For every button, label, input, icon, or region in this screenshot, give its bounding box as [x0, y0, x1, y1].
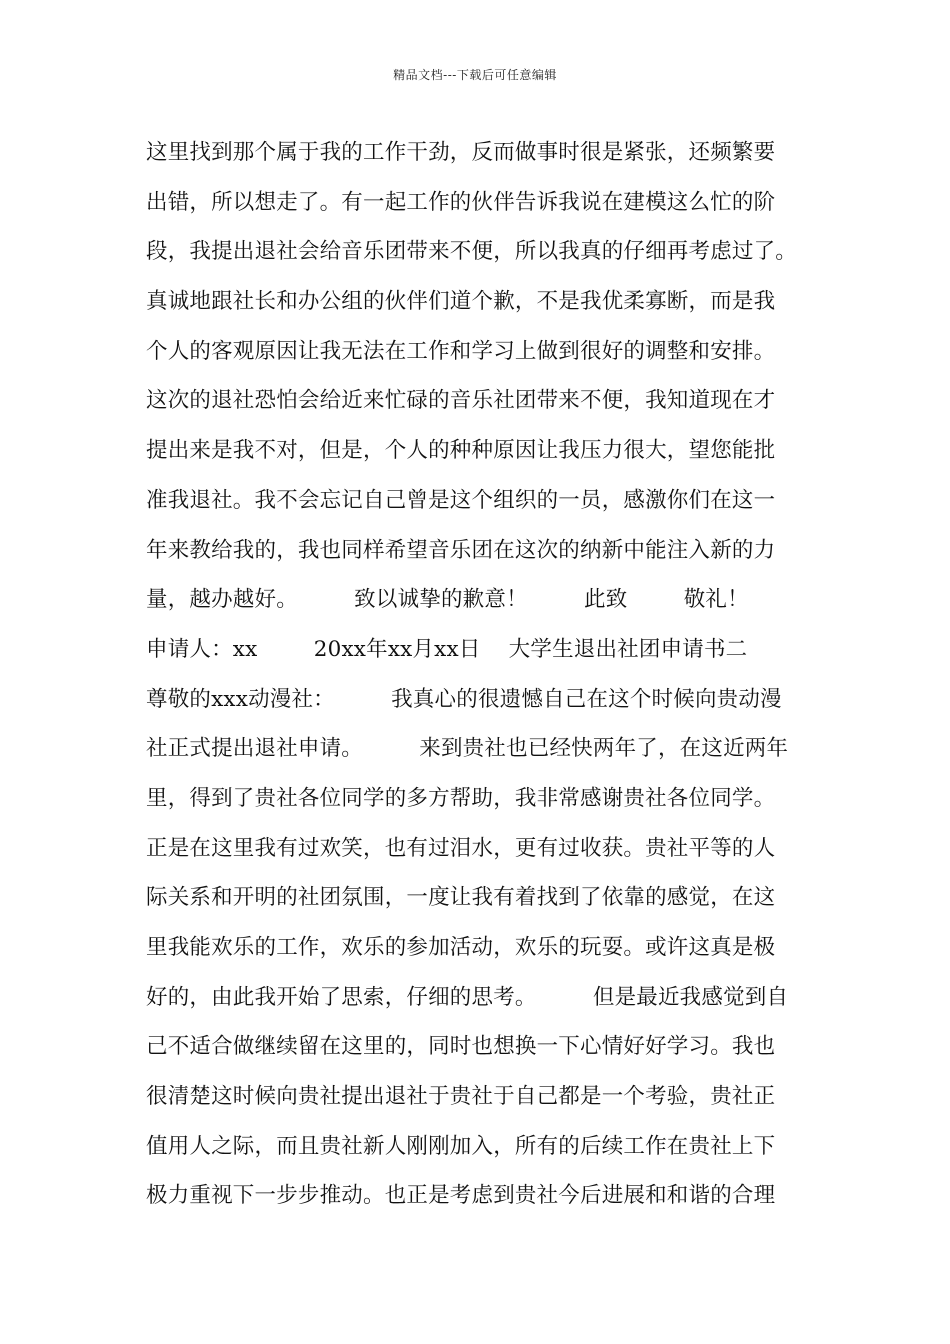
text-line: 值用人之际，而且贵社新人刚刚加入，所有的后续工作在贵社上下	[146, 1133, 776, 1159]
text-line: 申请人：xx 20xx年xx月xx日 大学生退出社团申请书二	[146, 636, 748, 662]
text-line: 个人的客观原因让我无法在工作和学习上做到很好的调整和安排。	[146, 338, 776, 364]
text-line: 提出来是我不对，但是，个人的种种原因让我压力很大，望您能批	[146, 438, 776, 464]
document-body	[146, 128, 826, 1221]
text-line: 段，我提出退社会给音乐团带来不便，所以我真的仔细再考虑过了。	[146, 239, 798, 265]
text-line: 尊敬的xxx动漫社： 我真心的很遗憾自己在这个时候向贵动漫	[146, 686, 782, 712]
text-line: 出错，所以想走了。有一起工作的伙伴告诉我说在建模这么忙的阶	[146, 189, 776, 215]
page-header: 精品文档---下载后可任意编辑	[393, 68, 557, 82]
text-line: 己不适合做继续留在这里的，同时也想换一下心情好好学习。我也	[146, 1034, 776, 1060]
text-line: 好的，由此我开始了思索，仔细的思考。 但是最近我感觉到自	[146, 984, 789, 1010]
text-line: 际关系和开明的社团氛围，一度让我有着找到了依靠的感觉，在这	[146, 885, 776, 911]
text-line: 社正式提出退社申请。 来到贵社也已经快两年了，在这近两年	[146, 736, 789, 762]
text-line: 年来教给我的，我也同样希望音乐团在这次的纳新中能注入新的力	[146, 537, 776, 563]
text-line: 这次的退社恐怕会给近来忙碌的音乐社团带来不便，我知道现在才	[146, 388, 776, 414]
text-line: 里，得到了贵社各位同学的多方帮助，我非常感谢贵社各位同学。	[146, 785, 776, 811]
text-line: 很清楚这时候向贵社提出退社于贵社于自己都是一个考验，贵社正	[146, 1084, 776, 1110]
text-line: 准我退社。我不会忘记自己曾是这个组织的一员，感激你们在这一	[146, 487, 776, 513]
text-line: 量，越办越好。 致以诚挚的歉意！ 此致 敬礼！	[146, 587, 749, 613]
text-line: 极力重视下一步步推动。也正是考虑到贵社今后进展和和谐的合理	[146, 1183, 776, 1209]
text-line: 正是在这里我有过欢笑，也有过泪水，更有过收获。贵社平等的人	[146, 835, 776, 861]
text-line: 这里找到那个属于我的工作干劲，反而做事时很是紧张，还频繁要	[146, 140, 776, 165]
text-line: 里我能欢乐的工作，欢乐的参加活动，欢乐的玩耍。或许这真是极	[146, 935, 776, 960]
text-line: 真诚地跟社长和办公组的伙伴们道个歉，不是我优柔寡断，而是我	[146, 289, 776, 315]
